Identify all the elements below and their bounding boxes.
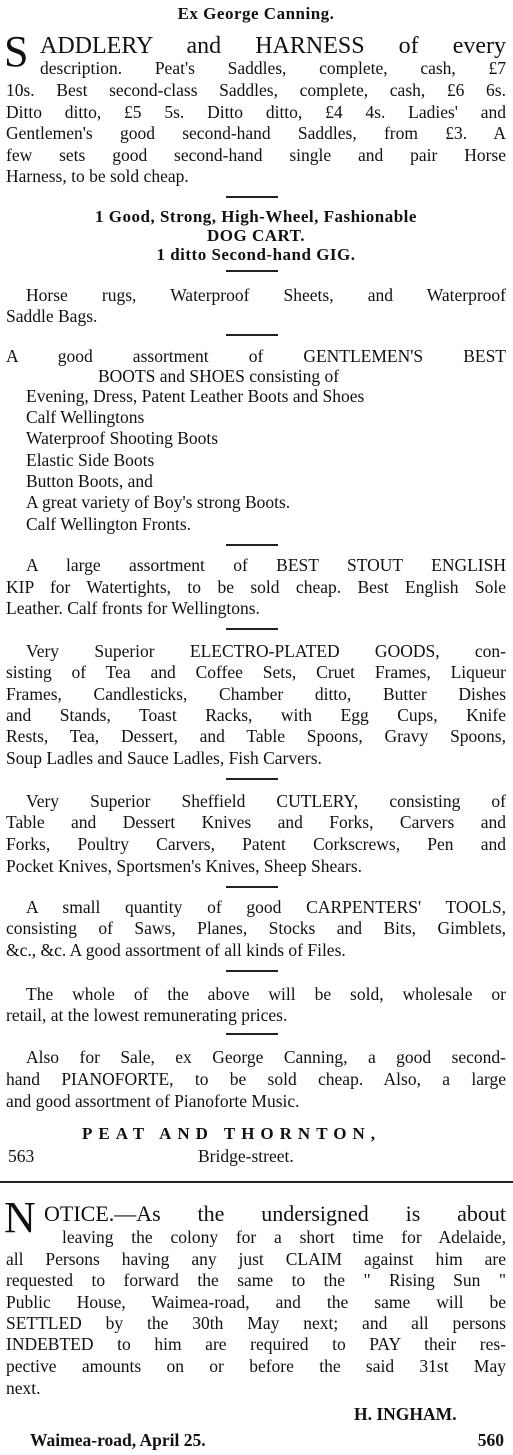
- kip-line: A large assortment of BEST STOUT ENGLISH: [26, 555, 506, 575]
- cart-heading: DOG CART.: [206, 226, 306, 245]
- whole-line: retail, at the lowest remunerating prices.: [6, 1005, 288, 1025]
- signature-ingham: H. INGHAM.: [354, 1404, 457, 1424]
- rugs-line: Horse rugs, Waterproof Sheets, and Waterproof: [26, 285, 506, 305]
- ship-heading: Ex George Canning.: [177, 4, 335, 23]
- electro-line: Soup Ladles and Sauce Ladles, Fish Carvers.: [6, 748, 322, 768]
- notice-headline: OTICE.—As the undersigned is about: [44, 1201, 506, 1226]
- piano-line: and good assortment of Pianoforte Music.: [6, 1091, 300, 1111]
- saddlery-headline: ADDLERY and HARNESS of every: [40, 33, 506, 59]
- cutlery-line: Pocket Knives, Sportsmen's Knives, Sheep Shears.: [6, 856, 363, 876]
- tools-line: consisting of Saws, Planes, Stocks and Bits, Gimblets,: [6, 918, 506, 938]
- cutlery-line: Table and Dessert Knives and Forks, Carvers and: [6, 812, 506, 832]
- gig-heading: 1 ditto Second-hand GIG.: [156, 245, 356, 264]
- boots-list-item: Evening, Dress, Patent Leather Boots and Shoes: [26, 386, 365, 406]
- address: Bridge-street.: [198, 1146, 294, 1166]
- notice-line: next.: [6, 1378, 41, 1398]
- boots-list-item: A great variety of Boy's strong Boots.: [26, 492, 291, 512]
- whole-line: The whole of the above will be sold, wholesale or: [26, 984, 506, 1004]
- boots-intro: BOOTS and SHOES consisting of: [98, 366, 340, 386]
- boots-list-item: Waterproof Shooting Boots: [26, 428, 219, 448]
- piano-line: Also for Sale, ex George Canning, a good second-: [26, 1047, 506, 1067]
- divider-rule: [226, 778, 278, 780]
- divider-rule: [226, 196, 278, 198]
- divider-rule: [226, 1033, 278, 1035]
- notice-line: requested to forward the same to the " Rising Sun ": [6, 1270, 506, 1290]
- divider-rule: [226, 270, 278, 272]
- divider-rule: [226, 970, 278, 972]
- notice-line: SETTLED by the 30th May next; and all persons: [6, 1313, 506, 1333]
- electro-line: Frames, Candlesticks, Chamber ditto, Butter Dishes: [6, 684, 506, 704]
- section-separator: [0, 1181, 513, 1183]
- intro-line: few sets good second-hand single and pair Horse: [6, 145, 506, 165]
- electro-line: and Stands, Toast Racks, with Egg Cups, Knife: [6, 705, 506, 725]
- divider-rule: [226, 544, 278, 546]
- intro-line: 10s. Best second-class Saddles, complete, cash, £6 6s.: [6, 80, 506, 100]
- dropcap-s: S: [4, 27, 29, 76]
- tools-line: A small quantity of good CARPENTERS' TOOLS,: [26, 897, 506, 917]
- ad-number: 560: [477, 1430, 504, 1450]
- piano-line: hand PIANOFORTE, to be sold cheap. Also, a large: [6, 1069, 506, 1089]
- notice-line: Public House, Waimea-road, and the same will be: [6, 1292, 506, 1312]
- tools-line: &c., &c. A good assortment of all kinds of Files.: [6, 940, 346, 960]
- intro-line: Ditto ditto, £5 5s. Ditto ditto, £4 4s. Ladies' and: [6, 102, 506, 122]
- divider-rule: [226, 628, 278, 630]
- cutlery-line: Very Superior Sheffield CUTLERY, consisting of: [26, 791, 506, 811]
- intro-line: Gentlemen's good second-hand Saddles, from £3. A: [6, 123, 506, 143]
- electro-line: sisting of Tea and Coffee Sets, Cruet Frames, Liqueur: [6, 662, 506, 682]
- ad-number: 563: [8, 1146, 35, 1166]
- signature-peat-thornton: PEAT AND THORNTON,: [82, 1124, 381, 1143]
- kip-line: KIP for Watertights, to be sold cheap. Best English Sole: [6, 577, 506, 597]
- boots-list-item: Elastic Side Boots: [26, 450, 155, 470]
- cart-heading: 1 Good, Strong, High-Wheel, Fashionable: [95, 207, 417, 226]
- divider-rule: [226, 334, 278, 336]
- divider-rule: [226, 886, 278, 888]
- rugs-line: Saddle Bags.: [6, 306, 98, 326]
- notice-line: leaving the colony for a short time for Adelaide,: [62, 1227, 506, 1247]
- boots-list-item: Calf Wellington Fronts.: [26, 514, 192, 534]
- intro-line: Harness, to be sold cheap.: [6, 166, 189, 186]
- intro-line: description. Peat's Saddles, complete, cash, £7: [40, 58, 506, 78]
- notice-line: all Persons having any just CLAIM against him are: [6, 1249, 506, 1269]
- boots-intro: A good assortment of GENTLEMEN'S BEST: [6, 346, 506, 366]
- electro-line: Rests, Tea, Dessert, and Table Spoons, Gravy Spoons,: [6, 726, 506, 746]
- notice-line: INDEBTED to him are required to PAY their res-: [6, 1334, 506, 1354]
- boots-list-item: Calf Wellingtons: [26, 407, 145, 427]
- dropcap-n: N: [4, 1193, 36, 1242]
- notice-line: pective amounts on or before the said 31st May: [6, 1356, 506, 1376]
- electro-line: Very Superior ELECTRO-PLATED GOODS, con-: [26, 641, 506, 661]
- boots-list-item: Button Boots, and: [26, 471, 153, 491]
- kip-line: Leather. Calf fronts for Wellingtons.: [6, 598, 260, 618]
- cutlery-line: Forks, Poultry Carvers, Patent Corkscrews, Pen and: [6, 834, 506, 854]
- location-date: Waimea-road, April 25.: [30, 1430, 206, 1450]
